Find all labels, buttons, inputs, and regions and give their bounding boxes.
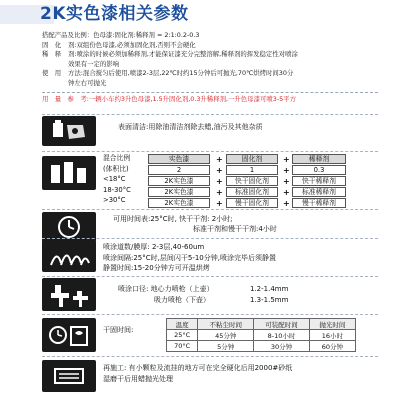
surface-clean-text: 表面清洁:用除油清洁剂除去蜡,油污及其他杂质 xyxy=(118,123,263,131)
plus-sign: + xyxy=(283,177,290,186)
section-divider xyxy=(42,151,378,152)
table-cell: 16小时 xyxy=(309,330,355,341)
mix-cell: 快干稀释剂 xyxy=(292,176,346,186)
gun-label: 喷涂口径: xyxy=(118,285,149,293)
info-label: 使 用 xyxy=(42,69,62,78)
gun-values xyxy=(250,284,288,306)
plus-sign: + xyxy=(216,188,223,197)
info-usage-note: 用 量 参 考:一辆小车约3升色母漆,1.5升固化剂,0.3升稀释剂,一升色母漆可喷3-5平方 xyxy=(42,94,296,103)
info-line-ratio: 搭配产品及比例：色母漆:固化剂:稀释剂 = 2:1:0.2-0.3 xyxy=(42,31,200,39)
spray-line: 静置时间:15-20分钟方可开温烘烤 xyxy=(103,264,210,272)
mix-label: 混合比例 xyxy=(103,154,131,162)
mix-header-thinner: 稀释剂 xyxy=(292,154,346,164)
plus-sign: + xyxy=(283,155,290,164)
gun-value: 1.3-1.5mm xyxy=(250,296,289,304)
recoat-icon xyxy=(42,360,96,392)
spray-info xyxy=(103,242,276,274)
mix-cell: 标准稀释剂 xyxy=(292,187,346,197)
gun-row-gravity xyxy=(118,284,214,295)
table-header: 抛光时间 xyxy=(309,319,355,330)
recoat-line: 湿磨干后用蜡抛光处理 xyxy=(103,375,173,383)
info-divider xyxy=(42,92,378,93)
info-text: 剂:喷涂的时候必须加稀释剂,才能保证漆充分完整溶解,稀释剂的挥发稳定性对喷涂 xyxy=(68,50,298,59)
table-header: 温度 xyxy=(167,319,198,330)
mix-ratio-paint: 2 xyxy=(148,165,210,175)
section-divider xyxy=(42,209,378,210)
section-divider xyxy=(42,276,378,277)
mix-ratio-icon xyxy=(42,156,96,190)
page-title: 2K实色漆相关参数 xyxy=(40,4,189,24)
table-cell: 30分钟 xyxy=(254,341,310,352)
table-header: 可装配时间 xyxy=(254,319,310,330)
table-cell: 60分钟 xyxy=(309,341,355,352)
mix-cell: 2K实色漆 xyxy=(148,187,210,197)
title-bar xyxy=(0,3,400,27)
gun-item: 地心力喷枪（上壶） xyxy=(150,285,214,293)
mix-label: <18°C xyxy=(103,175,126,183)
info-block xyxy=(42,31,378,104)
surface-clean-icon xyxy=(42,116,96,146)
section-divider xyxy=(42,314,378,315)
table-header-row xyxy=(167,319,356,330)
gun-info xyxy=(118,284,214,306)
mix-cell: 2K实色漆 xyxy=(148,198,210,208)
pot-life-line2: 标准干剂和慢干干剂:4小时 xyxy=(193,225,277,233)
recoat-line: 再施工: 有小颗粒及流挂的地方可在完全硬化后用2000#砂纸 xyxy=(103,364,293,372)
section-divider xyxy=(42,356,378,357)
table-cell: 5分钟 xyxy=(198,341,254,352)
pot-life-line1 xyxy=(113,214,233,224)
plus-sign: + xyxy=(216,155,223,164)
plus-sign: + xyxy=(216,166,223,175)
info-line-usage xyxy=(42,69,378,79)
table-cell: 25°C xyxy=(167,330,198,341)
drying-time-icon xyxy=(42,318,96,352)
mix-label: (体积比) xyxy=(103,164,129,173)
mix-ratio-thinner: 0.3 xyxy=(292,165,346,175)
mix-header-paint: 实色漆 xyxy=(148,154,210,164)
plus-sign: + xyxy=(283,166,290,175)
table-row xyxy=(167,341,356,352)
spray-coat-icon xyxy=(42,240,96,272)
plus-sign: + xyxy=(283,199,290,208)
info-label: 稀 释 xyxy=(42,50,62,59)
mix-cell: 慢干稀释剂 xyxy=(292,198,346,208)
table-row xyxy=(167,330,356,341)
mix-label: 18-30°C xyxy=(103,185,131,194)
info-label: 固 化 xyxy=(42,40,62,49)
table-header: 不粘尘时间 xyxy=(198,319,254,330)
section-divider xyxy=(42,238,378,239)
info-text: 剂:双组份色母漆,必须加固化剂,否则不会硬化 xyxy=(68,40,196,49)
mix-cell: 快干固化剂 xyxy=(226,176,278,186)
plus-sign: + xyxy=(283,188,290,197)
info-line-thinner xyxy=(42,50,378,60)
info-line-usage-cont: 钟左右可抛光 xyxy=(68,78,107,87)
mix-labels xyxy=(103,153,131,206)
mix-ratio-hardener: 1 xyxy=(226,165,278,175)
pot-life-label: 可用时间表:25°C时, xyxy=(113,215,177,223)
gun-row-suction: 吸力喷枪（下壶） xyxy=(154,296,210,304)
pot-life-fast: 快干干剂: 2小时; xyxy=(179,215,233,223)
spray-line: 喷涂间隔:25°C时,层间闪干5-10分钟,喷涂完毕后须静置 xyxy=(103,253,276,262)
table-cell: 8-10小时 xyxy=(254,330,310,341)
plus-sign: + xyxy=(216,177,223,186)
gun-value: 1.2-1.4mm xyxy=(250,285,289,293)
table-cell: 45分钟 xyxy=(198,330,254,341)
dry-label: 干固时间: xyxy=(103,326,134,334)
table-cell: 70°C xyxy=(167,341,198,352)
spray-line: 喷涂道数/膜厚: 2-3层,40-60um xyxy=(103,243,205,251)
info-line-thinner-cont: 效果有一定的影响 xyxy=(68,59,120,68)
mix-label: >30°C xyxy=(103,196,126,204)
spray-gun-icon xyxy=(42,278,96,311)
section-divider xyxy=(42,114,378,115)
info-text: 方法:混合搅匀后使用,喷漆2-3层,22℃时约15分钟后可抛光,70℃烘烤时间30分 xyxy=(68,69,294,78)
mix-cell: 2K实色漆 xyxy=(148,176,210,186)
plus-sign: + xyxy=(216,199,223,208)
info-line-hardener xyxy=(42,41,378,51)
mix-cell: 标准固化剂 xyxy=(226,187,278,197)
drying-table xyxy=(166,318,356,352)
mix-header-hardener: 固化剂 xyxy=(226,154,278,164)
recoat-info xyxy=(103,363,292,385)
mix-cell: 慢干固化剂 xyxy=(226,198,278,208)
